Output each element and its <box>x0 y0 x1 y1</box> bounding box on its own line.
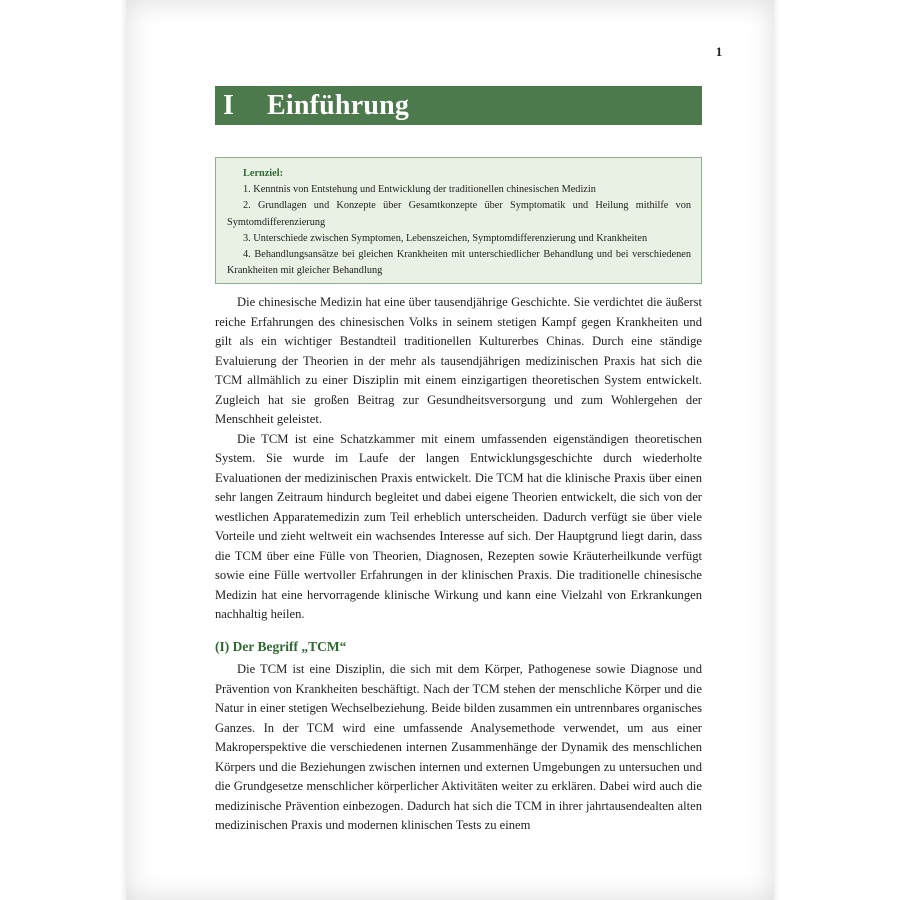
section-heading: (I) Der Begriff „TCM“ <box>215 639 347 654</box>
learning-goal-item: 3. Unterschiede zwischen Symptomen, Lebenszeichen, Symptomdifferenzierung und Krankheiten <box>243 232 648 244</box>
learning-goals-title: Lernziel: <box>243 168 284 179</box>
learning-goal-item: 2. Grundlagen und Konzepte über Gesamtkonzepte über Symptomatik und Heilung mithilfe von Symtomdifferenzierung <box>227 200 691 228</box>
page-shadow-right <box>774 0 780 900</box>
section-text <box>215 660 702 836</box>
intro-paragraph: Die TCM ist eine Schatzkammer mit einem umfassenden eigenständigen theoretischen System. Sie wurde im Laufe der langen Entwicklungsgeschichte durch wiederholte Evaluationen der medizinischen Praxis entwickelt. Die TCM hat die klinische Praxis über einen sehr langen Zeitraum hindurch begleitet und dabei eigene Theorien entwickelt, die sich von der westlichen Apparatemedizin zum Teil erheblich unterscheiden. Dadurch verfügt sie über viele Vorteile und zieht weltweit ein wachsendes Interesse auf sich. Der Hauptgrund liegt darin, dass die TCM über eine Fülle von Theorien, Diagnosen, Rezepten sowie Kräuterheilkunde verfügt sowie eine Fülle wertvoller Erfahrungen in der klinischen Praxis. Die traditionelle chinesische Medizin hat eine hervorragende klinische Wirkung und kann eine Vielzahl von Erkrankungen nachhaltig heilen. <box>215 431 702 621</box>
learning-goals-box <box>215 157 702 284</box>
chapter-title-bar <box>215 86 702 125</box>
page-number: 1 <box>715 44 723 59</box>
learning-goal-item: 4. Behandlungsansätze bei gleichen Krankheiten mit unterschiedlicher Behandlung und bei verschiedenen Krankheiten mit gleicher Behandlung <box>227 249 691 277</box>
intro-text <box>215 293 702 625</box>
chapter-title: Einführung <box>267 90 410 121</box>
learning-goal-item: 1. Kenntnis von Entstehung und Entwicklung der traditionellen chinesischen Medizin <box>243 184 596 196</box>
section-paragraph: Die TCM ist eine Disziplin, die sich mit dem Körper, Pathogenese sowie Diagnose und Prävention von Krankheiten beschäftigt. Nach der TCM stehen der menschliche Körper und die Natur in einer stetigen Wechselbeziehung. Beide bilden zusammen ein untrennbares organisches Ganzes. In der TCM wird eine umfassende Analysemethode verwendet, um aus einer Makroperspektive die verschiedenen internen Zusammenhänge der Dynamik des menschlichen Körpers und die Beziehungen zwischen internen und externen Umgebungen zu untersuchen und die Grundgesetze menschlicher körperlicher Aktivitäten weiter zu erklären. Dabei wird auch die medizinische Prävention einbezogen. Dadurch hat sich die TCM in ihrer jahrtausendealten alten medizinischen Praxis und modernen klinischen Tests zu einem <box>215 662 702 832</box>
chapter-numeral: I <box>223 90 235 121</box>
intro-paragraph: Die chinesische Medizin hat eine über tausendjährige Geschichte. Sie verdichtet die äußerst reiche Erfahrungen des chinesischen Volks in seinem stetigen Kampf gegen Krankheiten und gilt als ein wichtiger Bestandteil traditionellen Kulturerbes Chinas. Durch eine ständige Evaluierung der Theorien in der mehr als tausendjährigen medizinischen Praxis hat sich die TCM allmählich zu einer Disziplin mit einem einzigartigen theoretischen System entwickelt. Zugleich hat sie großen Beitrag zur Gesundheitsversorgung und zum Wohlergehen der Menschheit geleistet. <box>215 295 702 426</box>
